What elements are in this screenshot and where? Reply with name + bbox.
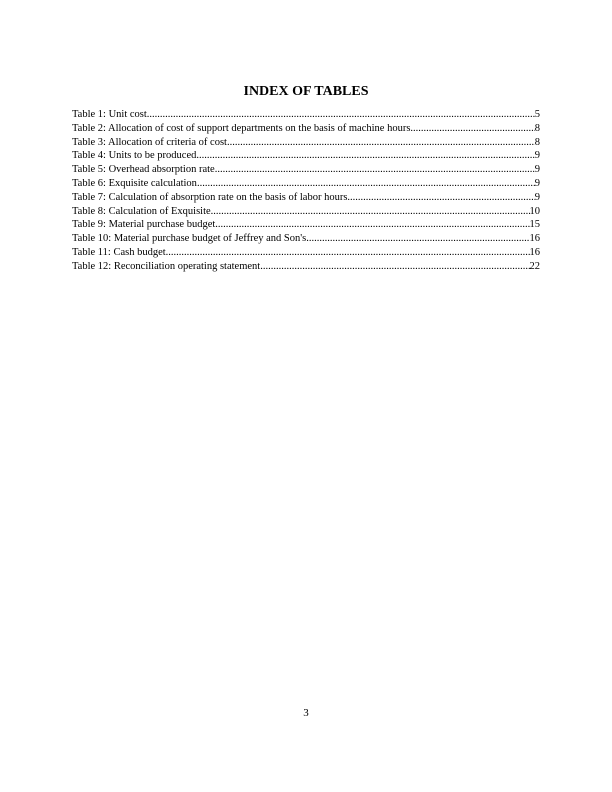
toc-leader-dots: [211, 205, 530, 219]
toc-entry-page: 10: [529, 205, 540, 217]
toc-leader-dots: [197, 177, 535, 191]
toc-entry-page: 22: [529, 260, 540, 272]
toc-entry-page: 9: [534, 150, 540, 162]
toc-entry: [72, 163, 540, 177]
toc-leader-dots: [306, 232, 529, 246]
toc-entry: [72, 232, 540, 246]
toc-entry-page: 8: [534, 122, 540, 134]
toc-entry-page: 9: [534, 191, 540, 203]
toc-entry-title: Table 3: Allocation of criteria of cost: [72, 136, 227, 148]
toc-entry: [72, 149, 540, 163]
toc-leader-dots: [347, 191, 534, 205]
toc-entry-page: 9: [534, 164, 540, 176]
toc-entry: [72, 122, 540, 136]
toc-entry-title: Table 10: Material purchase budget of Jeffrey and Son's: [72, 233, 307, 245]
toc-entry: [72, 136, 540, 150]
page-title: INDEX OF TABLES: [243, 84, 369, 99]
toc-leader-dots: [410, 122, 534, 136]
toc-entry-page: 5: [534, 109, 540, 120]
toc-entry-title: Table 5: Overhead absorption rate: [72, 164, 215, 176]
toc-entry-title: Table 7: Calculation of absorption rate on the basis of labor hours: [72, 191, 348, 203]
toc-leader-dots: [196, 149, 534, 163]
table-index-list: [72, 108, 540, 274]
toc-entry: [72, 260, 540, 274]
toc-entry: [72, 205, 540, 219]
toc-entry-title: Table 6: Exquisite calculation: [72, 177, 197, 189]
toc-entry-title: Table 12: Reconciliation operating statement: [72, 260, 261, 272]
toc-entry-page: 15: [529, 219, 540, 231]
toc-entry: [72, 191, 540, 205]
toc-leader-dots: [260, 260, 529, 274]
toc-entry-title: Table 9: Material purchase budget: [72, 219, 216, 231]
toc-entry-title: Table 11: Cash budget: [72, 246, 166, 258]
toc-leader-dots: [215, 218, 529, 232]
toc-leader-dots: [166, 246, 530, 260]
toc-entry: [72, 246, 540, 260]
toc-entry-page: 16: [529, 246, 540, 258]
toc-entry: [72, 218, 540, 232]
toc-entry-title: Table 2: Allocation of cost of support departments on the basis of machine hours: [72, 122, 411, 134]
toc-leader-dots: [227, 136, 535, 150]
toc-entry-page: 9: [534, 177, 540, 189]
toc-entry-page: 16: [529, 233, 540, 245]
toc-entry: [72, 177, 540, 191]
toc-leader-dots: [215, 163, 535, 177]
toc-entry-title: Table 8: Calculation of Exquisite: [72, 205, 211, 217]
toc-entry-page: 8: [534, 136, 540, 148]
toc-leader-dots: [147, 108, 535, 122]
page-number: 3: [303, 707, 309, 719]
toc-entry-title: Table 4: Units to be produced: [72, 150, 197, 162]
toc-entry: [72, 108, 540, 122]
toc-entry-title: Table 1: Unit cost: [72, 109, 147, 120]
